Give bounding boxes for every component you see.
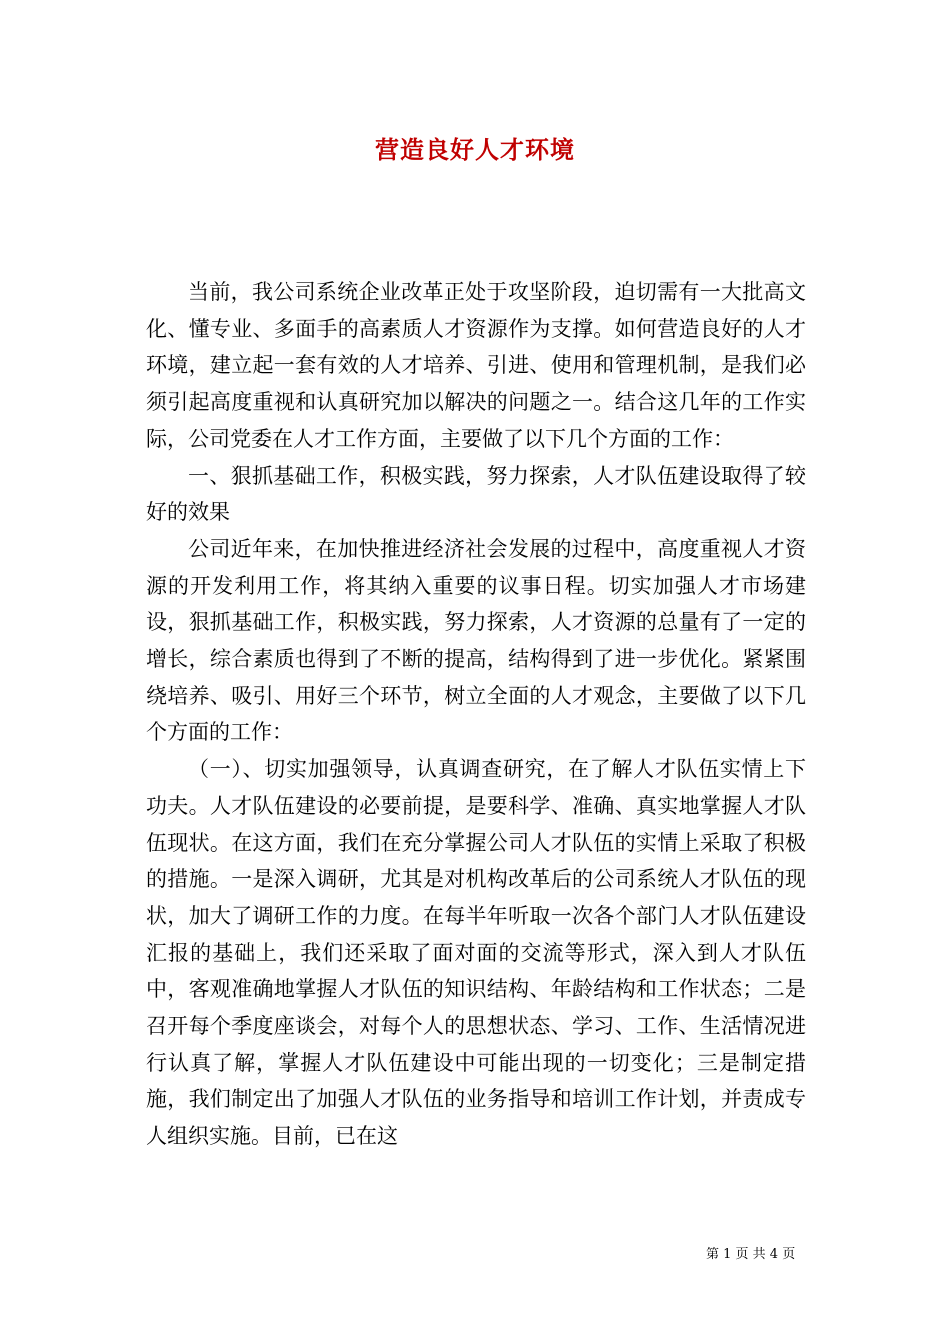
- section-heading-1: 一、狠抓基础工作，积极实践，努力探索，人才队伍建设取得了较好的效果: [146, 463, 806, 525]
- document-body: [146, 274, 806, 1155]
- document-title: 营造良好人才环境: [375, 135, 575, 164]
- paragraph-intro: 当前，我公司系统企业改革正处于攻坚阶段，迫切需有一大批高文化、懂专业、多面手的高素质人才资源作为支撑。如何营造良好的人才环境，建立起一套有效的人才培养、引进、使用和管理机制，是我们必须引起高度重视和认真研究加以解决的问题之一。结合这几年的工作实际，公司党委在人才工作方面，主要做了以下几个方面的工作：: [146, 280, 806, 451]
- paragraph-subsection-1: （一）、切实加强领导，认真调查研究，在了解人才队伍实情上下功夫。人才队伍建设的必要前提，是要科学、准确、真实地掌握人才队伍现状。在这方面，我们在充分掌握公司人才队伍的实情上采取了积极的措施。一是深入调研，尤其是对机构改革后的公司系统人才队伍的现状，加大了调研工作的力度。在每半年听取一次各个部门人才队伍建设汇报的基础上，我们还采取了面对面的交流等形式，深入到人才队伍中，客观准确地掌握人才队伍的知识结构、年龄结构和工作状态；二是召开每个季度座谈会，对每个人的思想状态、学习、工作、生活情况进行认真了解，掌握人才队伍建设中可能出现的一切变化；三是制定措施，我们制定出了加强人才队伍的业务指导和培训工作计划，并责成专人组织实施。目前，已在这: [146, 757, 806, 1149]
- page-number: 第 1 页 共 4 页: [706, 1247, 796, 1262]
- paragraph-section-1: 公司近年来，在加快推进经济社会发展的过程中，高度重视人才资源的开发利用工作，将其纳入重要的议事日程。切实加强人才市场建设，狠抓基础工作，积极实践，努力探索，人才资源的总量有了一定的增长，综合素质也得到了不断的提高，结构得到了进一步优化。紧紧围绕培养、吸引、用好三个环节，树立全面的人才观念，主要做了以下几个方面的工作：: [146, 536, 806, 745]
